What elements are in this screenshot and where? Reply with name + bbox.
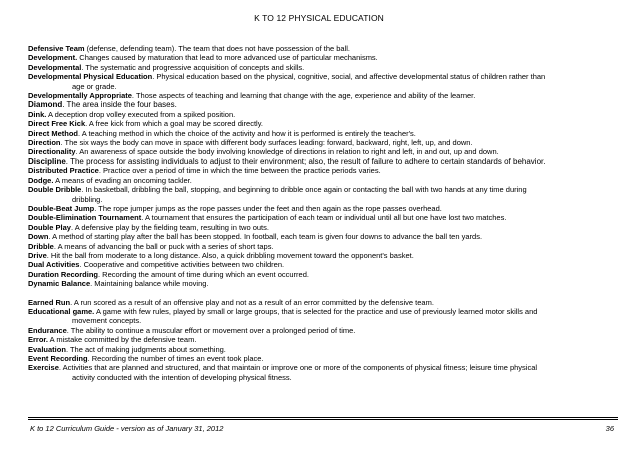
entry-term: Double-Beat Jump xyxy=(28,203,95,213)
entry-term: Direction xyxy=(28,138,61,148)
entry-definition: . Recording the amount of time during which an event occurred. xyxy=(98,269,309,279)
entry-definition: A game with few rules, played by small or large groups, that is selected for the practice and use of previously learned motor skills and xyxy=(94,306,538,316)
glossary-entry-earned-run xyxy=(28,298,620,307)
entry-definition: . A method of starting play after the ball has been stopped. In football, each team is given four downs to advance the ball ten yards. xyxy=(48,232,483,242)
glossary-entry-exercise xyxy=(28,363,620,382)
entry-continuation: activity conducted with the intention of developing physical fitness. xyxy=(72,372,292,382)
entry-definition: . The ability to continue a muscular effort or movement over a prolonged period of time. xyxy=(66,325,356,335)
entry-term: Earned Run xyxy=(28,297,71,307)
entry-definition: . The systematic and progressive acquisition of concepts and skills. xyxy=(81,62,305,72)
glossary-entry-dink xyxy=(28,110,620,119)
entry-definition: . Maintaining balance while moving. xyxy=(90,279,209,289)
entry-term: Defensive Team xyxy=(28,44,85,53)
entry-definition: . Activities that are planned and structured, and that maintain or improve one or more of the components of physical fitness; leisure time physical xyxy=(58,363,538,373)
glossary-entry-defensive-team xyxy=(28,44,620,53)
entry-definition: . The act of making judgments about something. xyxy=(65,344,226,354)
entry-term: Error. xyxy=(28,335,49,345)
entry-term: Development. xyxy=(28,53,78,63)
entry-term: Double Dribble xyxy=(28,185,82,195)
page-header: K TO 12 PHYSICAL EDUCATION xyxy=(254,13,384,23)
entry-term: Distributed Practice xyxy=(28,166,99,176)
glossary-entry-developmental xyxy=(28,63,620,72)
page-footer xyxy=(30,424,616,433)
glossary-entry-duration-recording xyxy=(28,270,620,279)
glossary-entry-direct-method xyxy=(28,129,620,138)
entry-term: Dodge. xyxy=(28,175,54,185)
glossary-entry-evaluation xyxy=(28,345,620,354)
entry-term: Down xyxy=(28,232,49,242)
entry-definition: . A free kick from which a goal may be scored directly. xyxy=(85,119,263,129)
entry-term: Diamond xyxy=(28,100,63,110)
entry-term: Exercise xyxy=(28,363,59,373)
glossary-entry-educational-game xyxy=(28,307,620,326)
glossary-entry-development xyxy=(28,53,620,62)
glossary-entry-directionality xyxy=(28,147,620,156)
entry-definition: . A teaching method in which the choice of the activity and how it is performed is entirely the teacher's. xyxy=(78,128,416,138)
entry-definition: A means of evading an oncoming tackler. xyxy=(53,175,192,185)
glossary-entry-distributed-practice xyxy=(28,166,620,175)
entry-definition: Changes caused by maturation that lead to more advanced use of particular mechanisms. xyxy=(77,53,378,63)
glossary-entry-dual-activities xyxy=(28,260,620,269)
glossary-entry-dodge xyxy=(28,176,620,185)
entry-definition: . Those aspects of teaching and learning that change with the age, experience and ability of the learner. xyxy=(131,91,476,101)
entry-term: Drive xyxy=(28,250,47,260)
glossary-entry-direction xyxy=(28,138,620,147)
entry-term: Endurance xyxy=(28,325,67,335)
entry-definition: . Practice over a period of time in which the time between the practice periods varies. xyxy=(98,166,381,176)
glossary-entry-direct-free-kick xyxy=(28,119,620,128)
entry-definition: . Recording the number of times an event took place. xyxy=(87,354,264,363)
entry-definition: . A means of advancing the ball or puck with a series of short taps. xyxy=(53,241,274,251)
entry-definition: . Hit the ball from moderate to a long distance. Also, a quick dribbling movement toward the opponent's basket. xyxy=(46,250,414,260)
glossary-entry-dynamic-balance xyxy=(28,279,620,288)
entry-definition: A deception drop volley executed from a spiked position. xyxy=(46,109,236,119)
glossary-entry-dribble xyxy=(28,242,620,251)
entry-definition: . The rope jumper jumps as the rope passes under the feet and then again as the rope passes overhead. xyxy=(94,203,442,213)
entry-definition: . An awareness of space outside the body involving knowledge of directions in relation to right and left, in and out, up and down. xyxy=(75,147,499,157)
entry-term: Developmental Physical Education xyxy=(28,72,153,82)
entry-term: Dual Activities xyxy=(28,260,80,270)
entry-definition: . A run scored as a result of an offensive play and not as a result of an error committed by the defensive team. xyxy=(70,297,434,307)
glossary-entry-down xyxy=(28,232,620,241)
entry-term: Double Play xyxy=(28,222,71,232)
entry-term: Dink. xyxy=(28,109,47,119)
glossary-entry-event-recording xyxy=(28,354,620,363)
glossary-entry-double-play xyxy=(28,223,620,232)
footer-rule-bottom xyxy=(28,419,618,420)
entry-definition: . The area inside the four bases. xyxy=(62,100,177,110)
entry-term: Dynamic Balance xyxy=(28,279,91,289)
entry-term: Direct Method xyxy=(28,128,79,138)
glossary-entry-developmental-pe xyxy=(28,72,620,91)
glossary-entry-diamond xyxy=(28,100,620,109)
entry-definition: . Cooperative and competitive activities between two children. xyxy=(79,260,285,270)
entry-definition: . The process for assisting individuals to adjust to their environment; also, the result of failure to adhere to certain standards of behavior. xyxy=(65,156,546,166)
entry-definition: . A defensive play by the fielding team, resulting in two outs. xyxy=(70,222,269,232)
entry-term: Directionality xyxy=(28,147,76,157)
footer-curriculum-version: K to 12 Curriculum Guide - version as of January 31, 2012 xyxy=(30,424,224,433)
entry-continuation: movement concepts. xyxy=(72,316,142,326)
entry-continuation: age or grade. xyxy=(72,81,117,91)
glossary-entry-discipline xyxy=(28,157,620,166)
glossary-entry-double-elimination xyxy=(28,213,620,222)
entry-definition: . In basketball, dribbling the ball, stopping, and beginning to dribble once again or contacting the ball with two hands at any time during xyxy=(81,185,527,195)
entry-continuation: dribbling. xyxy=(72,194,103,204)
entry-definition: . The six ways the body can move in space with different body surfaces leading: forward, backward, right, left, up, and down. xyxy=(60,138,473,148)
entry-term: Double-Elimination Tournament xyxy=(28,213,142,223)
entry-term: Duration Recording xyxy=(28,269,99,279)
glossary-entry-developmentally-appropriate xyxy=(28,91,620,100)
entry-term: Dribble xyxy=(28,241,54,251)
entry-definition: . A tournament that ensures the participation of each team or individual until all but one have lost two matches. xyxy=(141,213,507,223)
glossary-entry-drive xyxy=(28,251,620,260)
footer-rule-top xyxy=(28,417,618,418)
entry-definition: . Physical education based on the physical, cognitive, social, and affective developmental status of children rather than xyxy=(152,72,546,82)
entry-term: Event Recording xyxy=(28,354,88,363)
entry-term: Evaluation xyxy=(28,344,66,354)
entry-term: Discipline xyxy=(28,156,66,166)
entry-term: Developmentally Appropriate xyxy=(28,91,132,101)
glossary-entry-error xyxy=(28,335,620,344)
entry-definition: (defense, defending team). The team that does not have possession of the ball. xyxy=(84,44,351,53)
entry-term: Developmental xyxy=(28,62,82,72)
entry-definition: A mistake committed by the defensive team. xyxy=(48,335,197,345)
glossary-entry-double-dribble xyxy=(28,185,620,204)
entry-term: Educational game. xyxy=(28,306,95,316)
glossary-entry-endurance xyxy=(28,326,620,335)
page-number: 36 xyxy=(605,424,614,433)
glossary-entry-double-beat-jump xyxy=(28,204,620,213)
entry-term: Direct Free Kick xyxy=(28,119,86,129)
glossary-body xyxy=(28,44,620,382)
